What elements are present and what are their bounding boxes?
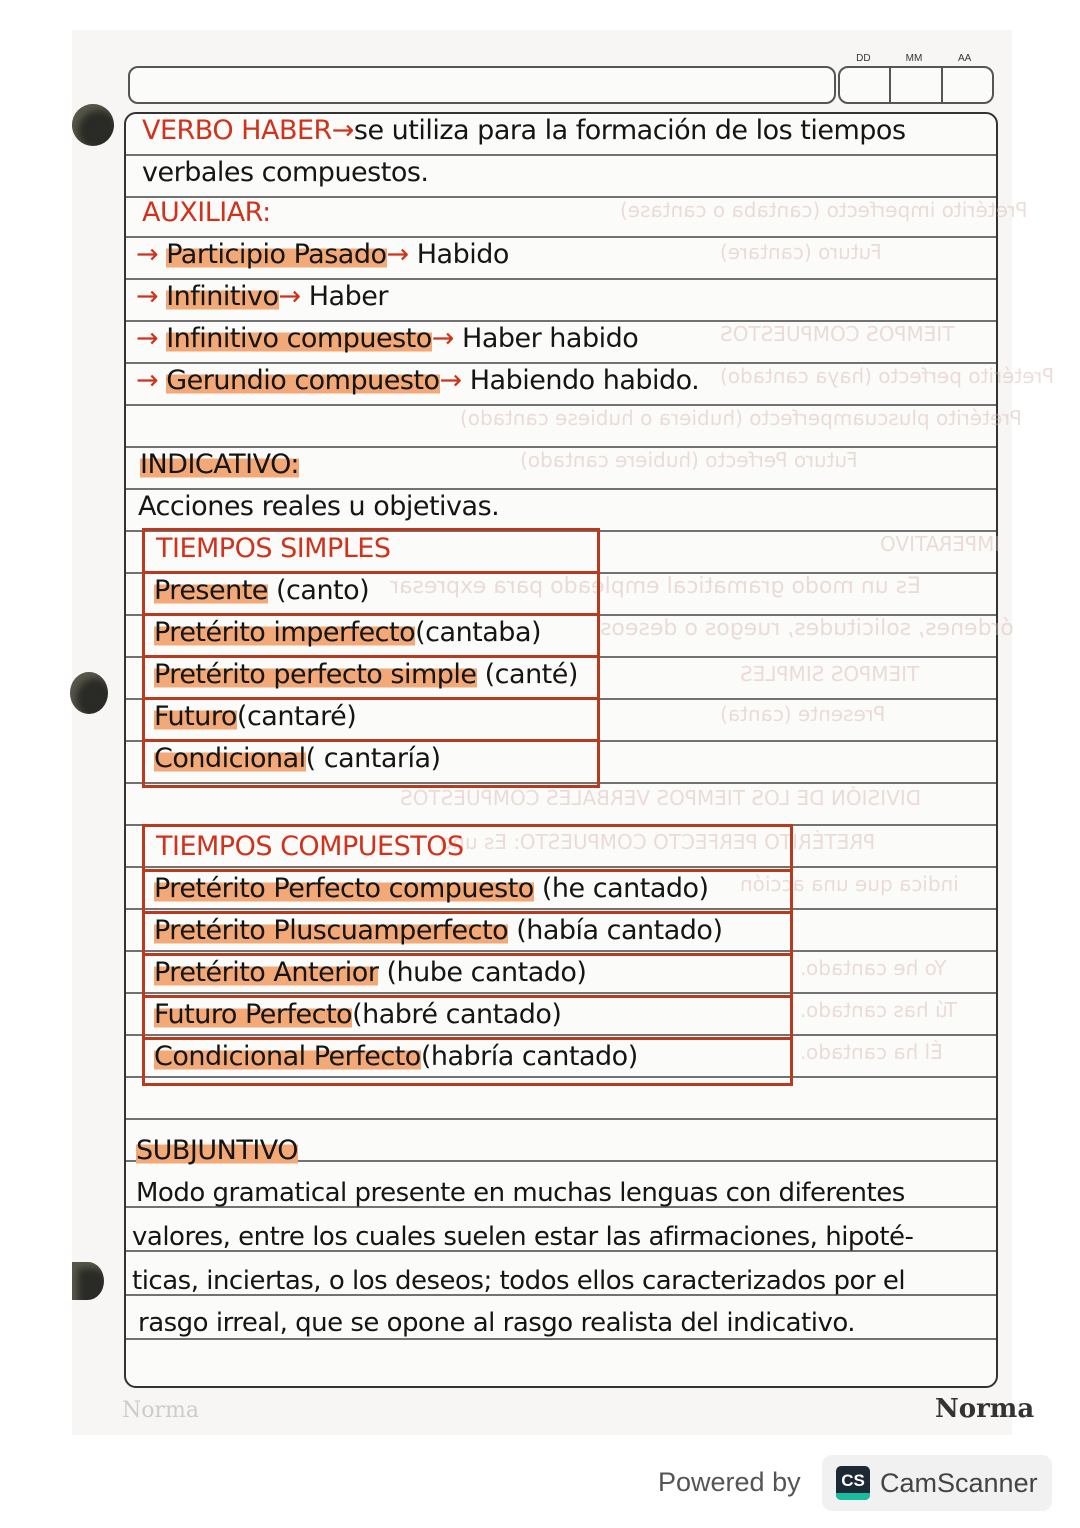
date-label-day: DD [856,53,871,64]
date-label-year: AA [958,53,972,64]
form-value: Haber [308,281,388,312]
bleed-through-text: IMPERATIVO [880,532,1001,556]
indicativo-title: INDICATIVO: [140,449,299,480]
subjuntivo-line: Modo gramatical presente en muchas lenguas con diferentes [136,1178,905,1208]
date-cell-year [941,68,992,102]
bleed-through-text: órdenes, solicitudes, ruegos o deseos [600,616,1014,641]
form-value: Habido [416,239,509,270]
tense-example: (había cantado) [516,915,723,946]
tense-name: Pretérito perfecto simple [154,659,477,690]
form-term: Infinitivo compuesto [166,323,432,354]
camscanner-logo-icon: CS [836,1466,870,1500]
bleed-through-text: Presente (canta) [720,702,886,726]
subjuntivo-title: SUBJUNTIVO [136,1135,299,1166]
arrow-icon: → [136,239,167,270]
bleed-through-text: Pretérito perfecto (haya cantado) [720,364,1055,388]
camscanner-badge[interactable] [822,1455,1052,1511]
verbo-haber-title: VERBO HABER [142,115,332,146]
table-row [154,998,561,1032]
tense-name: Condicional Perfecto [154,1041,421,1072]
form-value: Habiendo habido. [469,365,700,396]
table-row [154,700,356,734]
arrow-icon: → [431,323,463,354]
ruled-line [126,1118,996,1120]
table-row [154,658,578,692]
tense-example: (canto) [276,575,370,606]
form-value: Haber habido [462,323,639,354]
date-label-month: MM [905,53,923,64]
table-row [154,616,541,650]
verbo-haber-heading-line [142,114,906,148]
binder-hole-middle [70,672,108,714]
bleed-through-text: Pretérito imperfecto (cantaba o cantase) [620,198,1028,222]
date-cell-month [889,68,940,102]
bleed-through-text: DIVISIÓN DE LOS TIEMPOS VERBALES COMPUESTOS [400,786,922,810]
bleed-through-text: Es un modo gramatical empleado para expresar [390,574,922,599]
tense-name: Pretérito Pluscuamperfecto [154,915,509,946]
notebook-brand-faint: Norma [122,1398,199,1423]
bleed-through-text: Tú has cantado. [800,998,957,1022]
table-row [154,1040,638,1074]
tense-example: (habré cantado) [352,999,562,1030]
tense-example: (canté) [484,659,578,690]
bleed-through-text: TIEMPOS COMPUESTOS [720,322,955,346]
tense-example: (cantaba) [415,617,542,648]
bleed-through-text: PRETÉRITO PERFECTO COMPUESTO: Es uno [440,830,876,854]
verbo-haber-definition-cont: verbales compuestos. [142,157,429,188]
arrow-icon: → [136,365,167,396]
bleed-through-text: Yo he cantado. [800,956,947,980]
arrow-icon: → [386,239,417,270]
tense-name: Pretérito Anterior [154,957,379,988]
arrow-icon: → [136,323,167,354]
tense-example: (hube cantado) [386,957,587,988]
tense-name: Futuro [154,701,237,732]
table-row [154,872,709,906]
bleed-through-text: Pretérito pluscuamperfecto (hubiera o hubiese cantado) [460,406,1022,430]
date-field-box [838,66,994,104]
arrow-icon: → [439,365,470,396]
binder-hole-bottom [72,1262,104,1300]
bleed-through-text: Él ha cantado. [800,1040,943,1064]
auxiliar-label: AUXILIAR: [142,197,271,228]
tense-example: (cantaré) [236,701,357,732]
tense-name: Futuro Perfecto [154,999,353,1030]
tiempos-compuestos-header: TIEMPOS COMPUESTOS [156,831,464,862]
arrow-icon: → [331,115,354,146]
table-row [154,914,723,948]
bleed-through-text: Futuro Perfecto (hubiere cantado) [520,448,858,472]
auxiliar-form-item [136,280,388,314]
table-row [154,956,586,990]
table-row [154,742,441,776]
subjuntivo-line: valores, entre los cuales suelen estar las afirmaciones, hipoté- [132,1222,914,1252]
powered-by-label: Powered by [658,1467,801,1497]
tense-name: Condicional [154,743,306,774]
form-term: Gerundio compuesto [166,365,440,396]
arrow-icon: → [136,281,167,312]
title-field-box [128,66,836,104]
tiempos-simples-header: TIEMPOS SIMPLES [156,533,391,564]
auxiliar-form-item [136,238,509,272]
date-labels [838,53,990,64]
tense-example: (habría cantado) [420,1041,638,1072]
tense-example: (he cantado) [541,873,709,904]
bleed-through-text: indica que una acción [740,872,959,896]
notebook-brand-logo: Norma [935,1394,1035,1424]
form-term: Infinitivo [166,281,279,312]
indicativo-heading [140,448,299,482]
date-cell-day [840,68,889,102]
bleed-through-text: Futuro (cantare) [720,240,882,264]
form-term: Participio Pasado [166,239,387,270]
tense-name: Presente [154,575,268,606]
subjuntivo-line: ticas, inciertas, o los deseos; todos ellos caracterizados por el [132,1266,906,1296]
auxiliar-form-item [136,364,699,398]
subjuntivo-heading [136,1134,298,1168]
table-row [154,574,369,608]
verbo-haber-definition: se utiliza para la formación de los tiempos [353,115,906,146]
tense-example: ( cantaría) [305,743,441,774]
tense-name: Pretérito imperfecto [154,617,416,648]
indicativo-description: Acciones reales u objetivas. [138,491,500,522]
arrow-icon: → [278,281,309,312]
binder-hole-top [72,104,114,146]
bleed-through-text: TIEMPOS SIMPLES [740,662,920,686]
subjuntivo-line: rasgo irreal, que se opone al rasgo realista del indicativo. [138,1308,856,1338]
auxiliar-form-item [136,322,638,356]
tense-name: Pretérito Perfecto compuesto [154,873,534,904]
camscanner-name: CamScanner [880,1467,1038,1498]
